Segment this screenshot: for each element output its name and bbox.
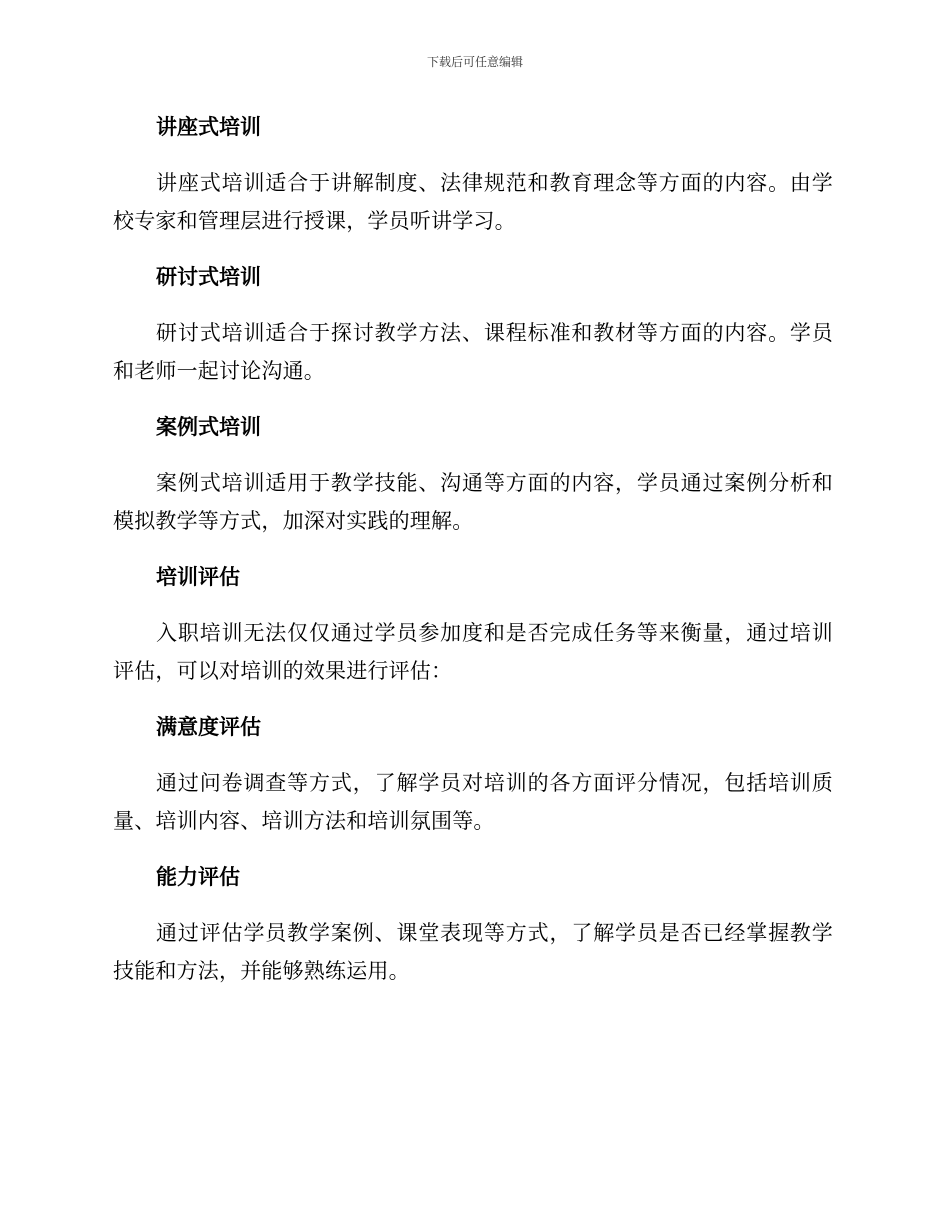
section-satisfaction-evaluation [113,712,833,840]
document-body [113,112,833,1012]
section-case-training [113,412,833,540]
section-heading: 满意度评估 [156,715,261,739]
section-heading: 讲座式培训 [156,115,261,139]
section-heading: 能力评估 [156,865,240,889]
section-training-evaluation [113,562,833,690]
section-paragraph: 研讨式培训适合于探讨教学方法、课程标准和教材等方面的内容。学员和老师一起讨论沟通。 [113,321,833,383]
section-paragraph: 通过评估学员教学案例、课堂表现等方式，了解学员是否已经掌握教学技能和方法，并能够熟练运用。 [113,921,833,983]
section-heading: 研讨式培训 [156,265,261,289]
section-paragraph: 入职培训无法仅仅通过学员参加度和是否完成任务等来衡量，通过培训评估，可以对培训的效果进行评估： [113,621,833,683]
section-paragraph: 通过问卷调查等方式，了解学员对培训的各方面评分情况，包括培训质量、培训内容、培训方法和培训氛围等。 [113,771,833,833]
section-heading: 案例式培训 [156,415,261,439]
header-note: 下载后可任意编辑 [426,55,523,69]
section-seminar-training [113,262,833,390]
section-paragraph: 案例式培训适用于教学技能、沟通等方面的内容，学员通过案例分析和模拟教学等方式，加深对实践的理解。 [113,471,833,533]
section-paragraph: 讲座式培训适合于讲解制度、法律规范和教育理念等方面的内容。由学校专家和管理层进行授课，学员听讲学习。 [113,171,833,233]
section-heading: 培训评估 [156,565,240,589]
section-ability-evaluation [113,862,833,990]
section-lecture-training [113,112,833,240]
